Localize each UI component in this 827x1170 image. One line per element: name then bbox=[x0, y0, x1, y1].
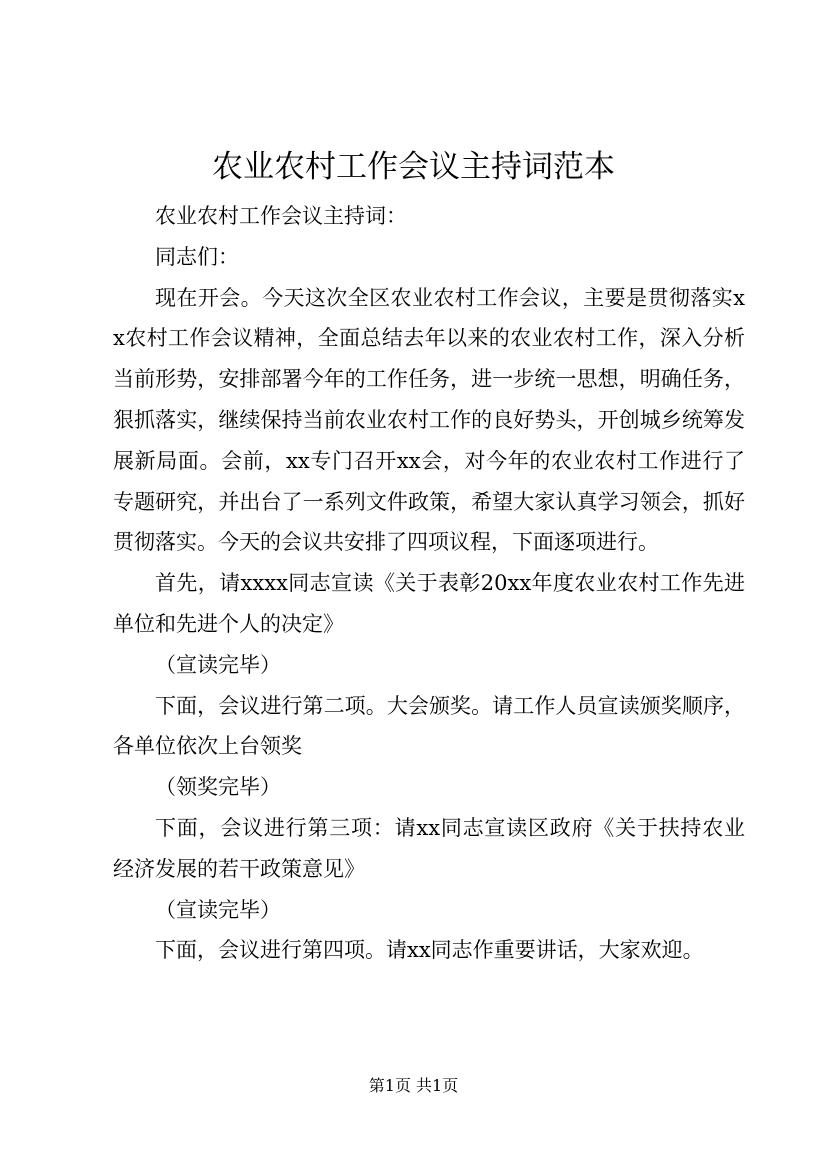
document-title: 农业农村工作会议主持词范本 bbox=[212, 149, 615, 185]
paragraph-heading-line: 农业农村工作会议主持词： bbox=[155, 204, 407, 228]
paragraph-item-four: 下面，会议进行第四项。请xx同志作重要讲话，大家欢迎。 bbox=[155, 938, 704, 963]
paragraph-note-awards-done: （领奖完毕） bbox=[155, 775, 281, 800]
paragraph-opening: 现在开会。今天这次全区农业农村工作会议，主要是贯彻落实xx农村工作会议精神，全面总结去年以来的农业农村工作，深入分析当前形势，安排部署今年的工作任务，进一步统一思想，明确任务，狠抓落实，继续保持当前农业农村工作的良好势头，开创城乡统筹发展新局面。会前，xx专门召开xx会，对今年的农业农村工作进行了专题研究，并出台了一系列文件政策，希望大家认真学习领会，抓好贯彻落实。今天的会议共安排了四项议程，下面逐项进行。 bbox=[113, 285, 745, 555]
document-body bbox=[113, 196, 745, 971]
paragraph-note-reading-done-2: （宣读完毕） bbox=[155, 897, 281, 922]
paragraph-item-two: 下面，会议进行第二项。大会颁奖。请工作人员宣读颁奖顺序，各单位依次上台领奖 bbox=[113, 693, 745, 759]
paragraph-salutation: 同志们： bbox=[155, 244, 239, 269]
page-number-footer: 第1页 共1页 bbox=[368, 1076, 459, 1095]
paragraph-item-one: 首先，请xxxx同志宣读《关于表彰20xx年度农业农村工作先进单位和先进个人的决定》 bbox=[113, 571, 745, 636]
paragraph-item-three: 下面，会议进行第三项：请xx同志宣读区政府《关于扶持农业经济发展的若干政策意见》 bbox=[113, 815, 745, 881]
paragraph-note-reading-done: （宣读完毕） bbox=[155, 652, 281, 677]
